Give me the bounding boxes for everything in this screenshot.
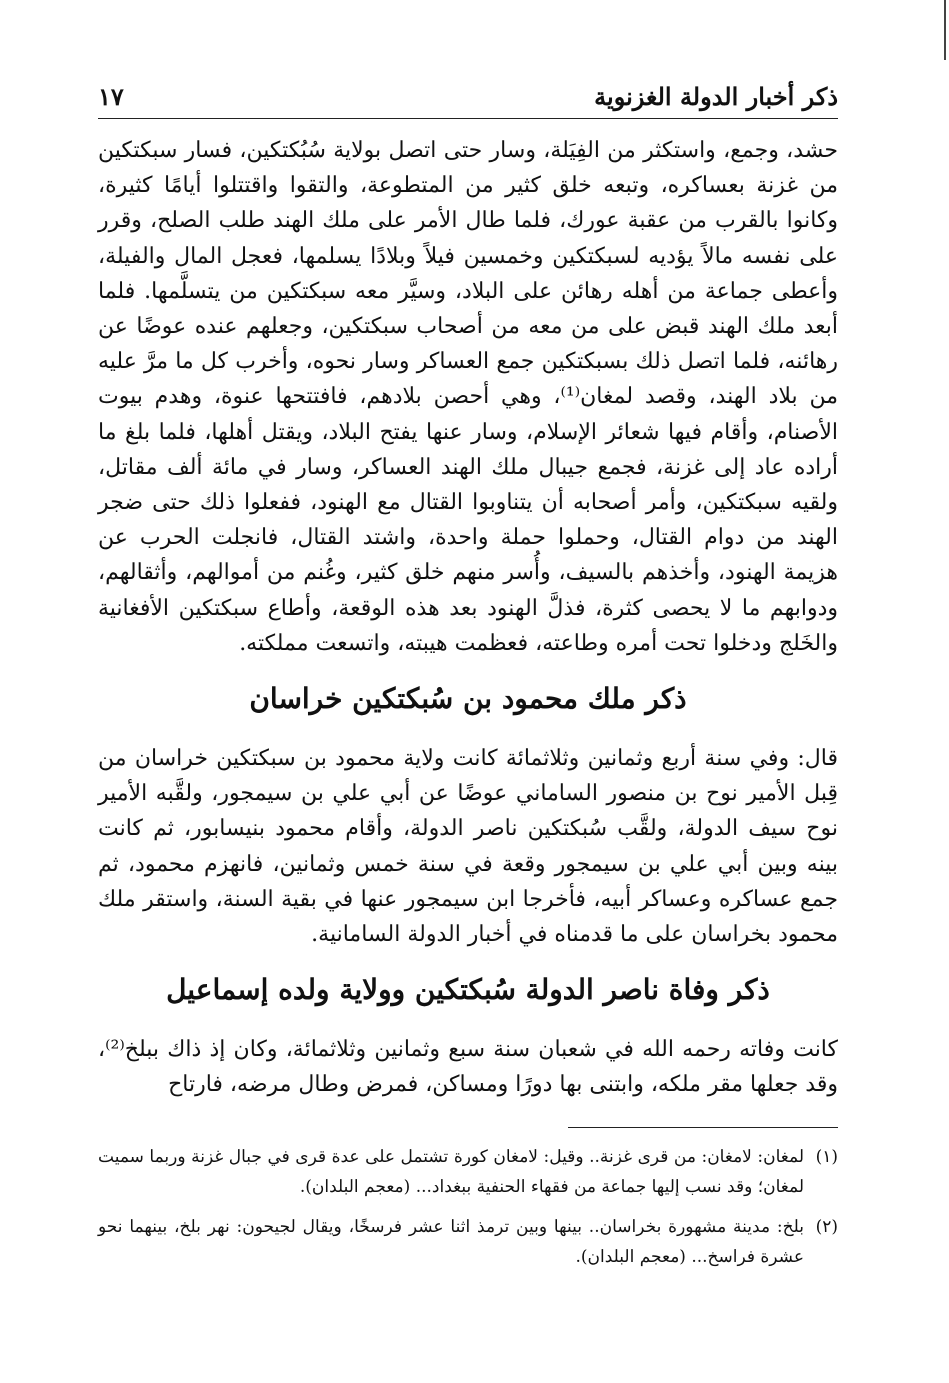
footnote-number: (٢) xyxy=(815,1216,838,1237)
main-text xyxy=(98,133,838,1103)
book-page xyxy=(98,60,838,1282)
footnotes xyxy=(98,1142,838,1272)
heading-mahmud-khurasan: ذكر ملك محمود بن سُبكتكين خراسان xyxy=(249,682,687,716)
heading-death-of-sebuktigin: ذكر وفاة ناصر الدولة سُبكتكين وولاية ولده إسماعيل xyxy=(166,973,770,1007)
paragraph-death-of-sebuktigin: كانت وفاته رحمه الله في شعبان سنة سبع وثمانين وثلاثمائة، وكان إذ ذاك ببلخ⁽²⁾، وقد جعلها مقر ملكه، وابتنى بها دورًا ومساكن، فمرض وطال مرضه، فارتاح xyxy=(98,1037,838,1098)
paragraph-sebuktigin-campaign: حشد، وجمع، واستكثر من الفِيَلة، وسار حتى اتصل بولاية سُبُكتكين، فسار سبكتكين من غزنة بعساكره، وتبعه خلق كثير من المتطوعة، والتقوا واقتتلوا أيامًا كثيرة، وكانوا بالقرب من عقبة عورك، فلما طال الأمر على ملك الهند طلب الصلح، وقرر على نفسه مالاً يؤديه لسبكتكين وخمسين فيلاً وبلادًا يسلمها، فعجل المال والفيلة، وأعطى جماعة من أهله رهائن على البلاد، وسيَّر معه سبكتكين من يتسلَّمها. فلما أبعد ملك الهند قبض على من معه من أصحاب سبكتكين، وجعلهم عنده عوضًا عن رهائنه، فلما اتصل ذلك بسبكتكين جمع العساكر وسار نحوه، وأخرب كل ما مرَّ عليه من بلاد الهند، وقصد لمغان⁽¹⁾، وهي أحصن بلادهم، فافتتحها عنوة، وهدم بيوت الأصنام، وأقام فيها شعائر الإسلام، وسار عنها يفتح البلاد، ويقتل أهلها، فلما بلغ ما أراده عاد إلى غزنة، فجمع جيبال ملك الهند العساكر، وسار في مائة ألف مقاتل، ولقيه سبكتكين، وأمر أصحابه أن يتناوبوا القتال مع الهنود، ففعلوا ذلك حتى ضجر الهند من دوام القتال، وحملوا حملة واحدة، واشتد القتال، فانجلت الحرب عن هزيمة الهنود، وأخذهم بالسيف، وأُسر منهم خلق كثير، وغُنم من أموالهم، وأثقالهم، ودوابهم ما لا يحصى كثرة، فذلَّ الهنود بعد هذه الوقعة، وأطاع سبكتكين الأفغانية والخَلج ودخلوا تحت أمره وطاعته، فعظمت هيبته، واتسعت مملكته. xyxy=(98,138,838,656)
footnote-divider xyxy=(568,1127,838,1128)
footnote-text: بلخ: مدينة مشهورة بخراسان.. بينها وبين ترمذ اثنا عشر فرسخًا، ويقال لجيحون: نهر بلخ، بينهما نحو عشرة فراسخ... (معجم البلدان). xyxy=(98,1216,804,1267)
page-number: ١٧ xyxy=(98,82,124,111)
footnote-item xyxy=(98,1212,838,1272)
footnote-text: لمغان: لامغان: من قرى غزنة.. وقيل: لامغان كورة تشتمل على عدة قرى في جبال غزنة وربما سميت لمغان؛ وقد نسب إليها جماعة من فقهاء الحنفية ببغداد... (معجم البلدان). xyxy=(98,1146,804,1197)
paragraph-mahmud-khurasan: قال: وفي سنة أربع وثمانين وثلاثمائة كانت ولاية محمود بن سبكتكين خراسان من قِبل الأمير نوح بن منصور الساماني عوضًا عن أبي علي بن سيمجور، ولقَّبه الأمير نوح سيف الدولة، ولقَّب سُبكتكين ناصر الدولة، وأقام محمود بنيسابور، ثم كانت بينه وبين أبي علي بن سيمجور وقعة في سنة خمس وثمانين، فانهزم محمود، ثم جمع عساكره وعساكر أبيه، فأخرجا ابن سيمجور عنها في بقية السنة، واستقر ملك محمود بخراسان على ما قدمناه في أخبار الدولة السامانية. xyxy=(98,746,838,948)
page-edge-mark xyxy=(944,0,946,60)
footnote-number: (١) xyxy=(815,1146,838,1167)
running-title: ذكر أخبار الدولة الغزنوية xyxy=(594,82,838,111)
footnote-item xyxy=(98,1142,838,1202)
running-header xyxy=(98,60,838,119)
